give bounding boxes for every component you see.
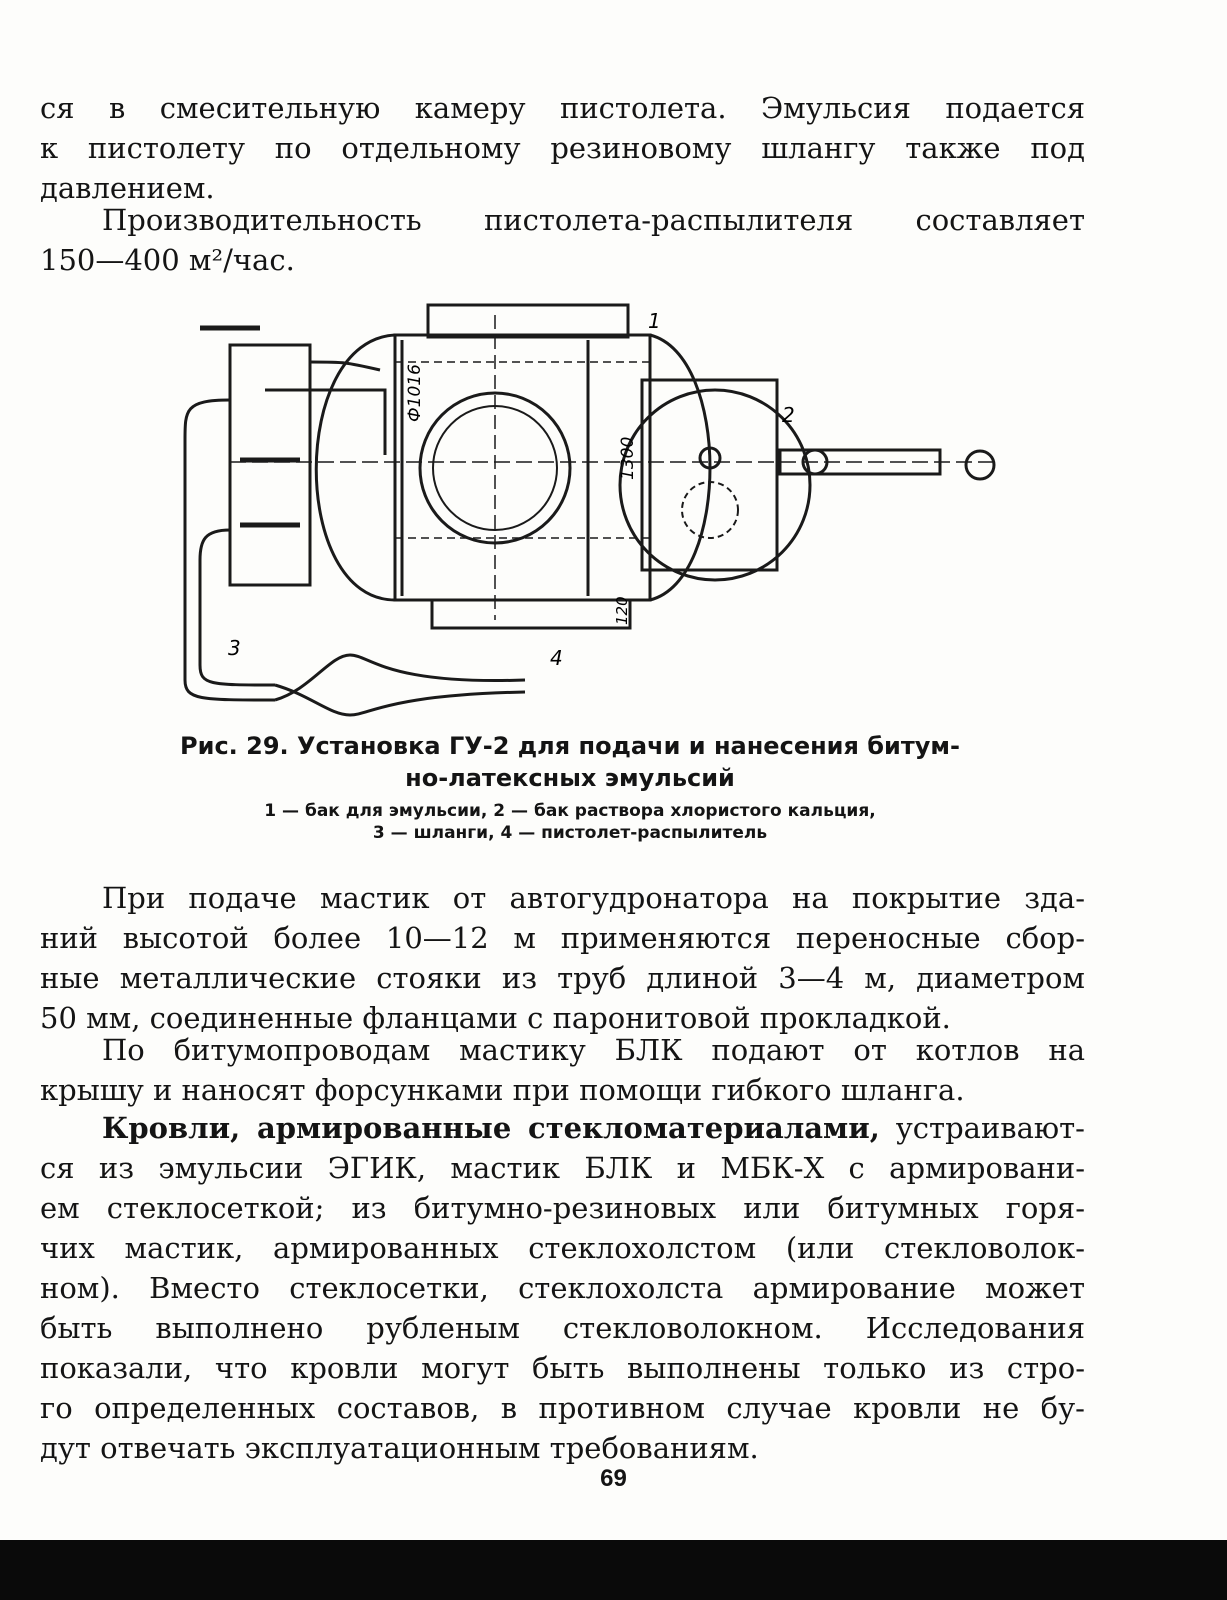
top-support-bracket bbox=[428, 305, 628, 337]
hose-inner bbox=[200, 530, 275, 685]
text-line: ся в смесительную камеру пистолета. Эмульсия подается bbox=[40, 91, 1085, 125]
text-line: 150—400 м²/час. bbox=[40, 243, 295, 277]
page-number: 69 bbox=[600, 1465, 627, 1492]
tank-left-end bbox=[316, 335, 395, 600]
scan-bottom-edge bbox=[0, 1540, 1227, 1600]
bold-lead-phrase: Кровли, армированные стекломатериалами, bbox=[102, 1111, 880, 1145]
text-line bbox=[40, 1108, 1085, 1148]
caption-title-line: но-латексных эмульсий bbox=[405, 764, 735, 792]
text-line: чих мастик, армированных стеклохолстом (или стекловолок- bbox=[40, 1231, 1085, 1265]
continuation-paragraph bbox=[40, 88, 1085, 208]
figure-caption-legend bbox=[100, 800, 1040, 844]
tow-eye-ring bbox=[966, 451, 994, 479]
left-equipment-frame bbox=[230, 345, 310, 585]
text-line: давлением. bbox=[40, 171, 215, 205]
caption-legend-line: 1 — бак для эмульсии, 2 — бак раствора хлористого кальция, bbox=[264, 801, 876, 821]
figure-gu2-installation bbox=[170, 300, 1010, 725]
installation-drawing bbox=[170, 300, 1010, 725]
caption-legend-line: 3 — шланги, 4 — пистолет-распылитель bbox=[372, 823, 768, 843]
text-line: 50 мм, соединенные фланцами с паронитовой прокладкой. bbox=[40, 1001, 951, 1035]
height-dimension: 1300 bbox=[618, 436, 638, 480]
callout-4: 4 bbox=[550, 646, 563, 670]
text-line: показали, что кровли могут быть выполнены только из стро- bbox=[40, 1351, 1085, 1385]
reinforced-roofs-paragraph bbox=[40, 1108, 1085, 1468]
text-line: ные металлические стояки из труб длиной 3—4 м, диаметром bbox=[40, 961, 1085, 995]
text-line: При подаче мастик от автогудронатора на покрытие зда- bbox=[102, 881, 1085, 915]
text-line: го определенных составов, в противном случае кровли не бу- bbox=[40, 1391, 1085, 1425]
figure-caption-title bbox=[100, 730, 1040, 794]
pipe-middle bbox=[265, 390, 385, 455]
text-line: быть выполнено рубленым стекловолокном. Исследования bbox=[40, 1311, 1085, 1345]
gun-hose-lower bbox=[275, 685, 525, 715]
offset-dimension: 120 bbox=[613, 596, 631, 625]
text-line: к пистолету по отдельному резиновому шлангу также под bbox=[40, 131, 1085, 165]
text-line: ем стеклосеткой; из битумно-резиновых или битумных горя- bbox=[40, 1191, 1085, 1225]
text-line: ном). Вместо стеклосетки, стеклохолста армирование может bbox=[40, 1271, 1085, 1305]
callout-2: 2 bbox=[782, 403, 795, 427]
callout-3: 3 bbox=[228, 636, 241, 660]
diameter-dimension: Ф1016 bbox=[405, 364, 425, 422]
callout-1: 1 bbox=[648, 309, 661, 333]
text-line: По битумопроводам мастику БЛК подают от котлов на bbox=[102, 1033, 1085, 1067]
lead-rest: устраивают- bbox=[879, 1111, 1085, 1145]
text-line: ся из эмульсии ЭГИК, мастик БЛК и МБК-Х с армировани- bbox=[40, 1151, 1085, 1185]
caption-title-line: Рис. 29. Установка ГУ-2 для подачи и нанесения битум- bbox=[180, 732, 960, 760]
bottom-support-bracket bbox=[432, 600, 630, 628]
pipelines-paragraph bbox=[40, 1030, 1085, 1110]
text-line: крышу и наносят форсунками при помощи гибкого шланга. bbox=[40, 1073, 965, 1107]
text-line: дут отвечать эксплуатационным требованиям. bbox=[40, 1431, 759, 1465]
mastics-paragraph bbox=[40, 878, 1085, 1038]
productivity-paragraph bbox=[40, 200, 1085, 280]
text-line: Производительность пистолета-распылителя составляет bbox=[102, 203, 1085, 237]
text-line: ний высотой более 10—12 м применяются переносные сбор- bbox=[40, 921, 1085, 955]
